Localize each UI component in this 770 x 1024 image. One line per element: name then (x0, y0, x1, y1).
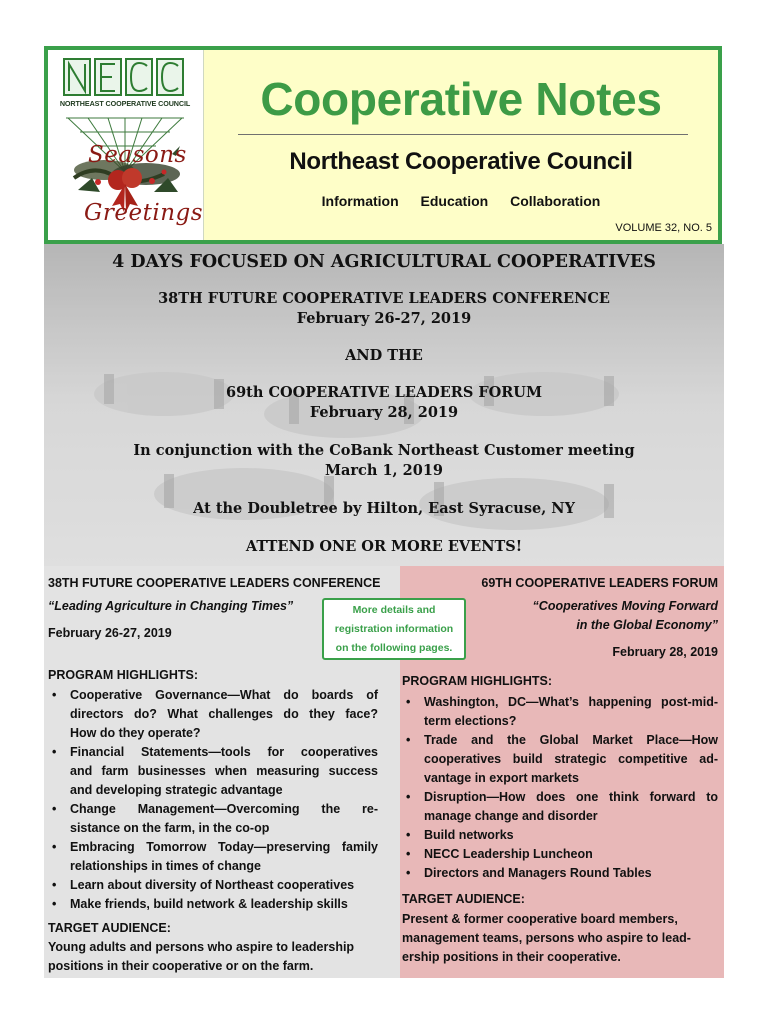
registration-callout[interactable] (322, 598, 466, 660)
highlight-item-continuation (48, 724, 378, 743)
highlight-item (48, 876, 378, 895)
highlight-item-continuation (48, 762, 378, 781)
forum-title: 69TH COOPERATIVE LEADERS FORUM (481, 576, 718, 590)
highlight-item-continuation (402, 750, 718, 769)
bullet-icon: • (52, 802, 57, 816)
highlight-text: Embracing Tomorrow Today—preserving family (70, 840, 378, 854)
title-panel (204, 50, 718, 240)
highlight-text: Financial Statements—tools for cooperatives (70, 745, 378, 759)
tagline-education: Education (420, 193, 489, 209)
tagline-information: Information (321, 193, 399, 209)
conference-audience-label: TARGET AUDIENCE: (48, 921, 171, 935)
highlight-item-continuation (48, 819, 378, 838)
bullet-icon: • (406, 695, 411, 709)
highlight-item-continuation (402, 769, 718, 788)
conference-audience-line2: positions in their cooperative or on the farm. (48, 959, 314, 973)
tagline-collaboration: Collaboration (510, 193, 601, 209)
conference-theme (48, 599, 293, 613)
and-the-text: AND THE (345, 347, 423, 364)
event2-name: 69th COOPERATIVE LEADERS FORUM (225, 384, 543, 401)
events-banner (44, 244, 724, 566)
volume-number: VOLUME 32, NO. 5 (615, 222, 712, 234)
conference-title: 38TH FUTURE COOPERATIVE LEADERS CONFERENCE (48, 576, 381, 590)
bullet-icon: • (406, 790, 411, 804)
forum-highlights-list (402, 693, 718, 883)
bullet-icon: • (406, 733, 411, 747)
highlight-text: How do they operate? (70, 726, 201, 740)
conference-highlights-label: PROGRAM HIGHLIGHTS: (48, 668, 198, 682)
banner-headline: 4 DAYS FOCUSED ON AGRICULTURAL COOPERATIVES (112, 252, 656, 272)
organization-name: Northeast Cooperative Council (289, 148, 633, 175)
highlight-text: relationships in times of change (70, 859, 262, 873)
highlight-text: cooperatives build strategic competitive ad- (424, 752, 718, 766)
highlight-item-continuation (48, 857, 378, 876)
forum-audience-line3: ership positions in their cooperative. (402, 950, 621, 964)
bullet-icon: • (406, 828, 411, 842)
callout-line1: More details and (352, 604, 436, 616)
highlight-item (48, 895, 378, 914)
forum-highlights-label: PROGRAM HIGHLIGHTS: (402, 674, 552, 688)
title-divider (238, 134, 688, 135)
highlight-item-continuation (48, 781, 378, 800)
masthead (44, 46, 722, 244)
forum-audience-line2: management teams, persons who aspire to lead- (402, 931, 691, 945)
highlight-text: directors do? What challenges do they face? (70, 707, 378, 721)
bullet-icon: • (52, 688, 57, 702)
highlight-text: and farm businesses when measuring success (70, 764, 378, 778)
bullet-icon: • (52, 745, 57, 759)
greeting-word-greetings: Greetings (84, 200, 204, 226)
conference-highlights-list (48, 686, 378, 914)
highlight-text: Make friends, build network & leadership skills (70, 897, 348, 911)
bullet-icon: • (406, 866, 411, 880)
highlight-text: and developing strategic advantage (70, 783, 283, 797)
logo-subtitle: NORTHEAST COOPERATIVE COUNCIL (59, 99, 191, 108)
highlight-text: Change Management—Overcoming the re- (70, 802, 378, 816)
highlight-item (402, 826, 718, 845)
highlight-item (48, 743, 378, 762)
call-to-action: ATTEND ONE OR MORE EVENTS! (245, 538, 523, 555)
highlight-text: Learn about diversity of Northeast cooperatives (70, 878, 355, 892)
highlight-text: sistance on the farm, in the co-op (70, 821, 270, 835)
highlight-text: NECC Leadership Luncheon (424, 847, 593, 861)
conference-theme-text: “Leading Agriculture in Changing Times” (48, 599, 294, 613)
conference-audience-line1: Young adults and persons who aspire to leadership (48, 940, 355, 954)
highlight-text: Directors and Managers Round Tables (424, 866, 652, 880)
bullet-icon: • (52, 897, 57, 911)
taglines (204, 193, 718, 209)
callout-line3: on the following pages. (335, 642, 453, 654)
venue-text: At the Doubletree by Hilton, East Syracuse, NY (193, 500, 575, 517)
highlight-item-continuation (402, 807, 718, 826)
highlight-text: Washington, DC—What’s happening post-mid- (424, 695, 718, 709)
highlight-item (48, 686, 378, 705)
necc-logo-icon (60, 56, 190, 98)
highlight-text: Build networks (424, 828, 514, 842)
highlight-item-continuation (402, 712, 718, 731)
highlight-item (402, 845, 718, 864)
highlight-item (48, 800, 378, 819)
highlight-text: vantage in export markets (424, 771, 579, 785)
conjunction-date: March 1, 2019 (324, 462, 444, 479)
greeting-word-seasons: Seasons (88, 142, 187, 168)
bullet-icon: • (52, 840, 57, 854)
forum-theme-line2: in the Global Economy” (576, 618, 718, 632)
highlight-item (402, 788, 718, 807)
highlight-item (402, 693, 718, 712)
forum-theme-line1: “Cooperatives Moving Forward (532, 599, 718, 613)
highlight-item (48, 838, 378, 857)
highlight-text: manage change and disorder (424, 809, 598, 823)
conjunction-text: In conjunction with the CoBank Northeast Customer meeting (133, 442, 635, 459)
highlight-item (402, 731, 718, 750)
bullet-icon: • (406, 847, 411, 861)
event2-date: February 28, 2019 (309, 404, 459, 421)
highlight-item (402, 864, 718, 883)
forum-audience-label: TARGET AUDIENCE: (402, 892, 525, 906)
highlight-text: Cooperative Governance—What do boards of (70, 688, 378, 702)
conference-date: February 26-27, 2019 (48, 626, 172, 640)
bullet-icon: • (52, 878, 57, 892)
logo-panel (48, 50, 204, 240)
highlight-text: Disruption—How does one think forward to (424, 790, 718, 804)
callout-line2: registration information (334, 623, 454, 635)
forum-date: February 28, 2019 (612, 645, 718, 659)
event1-date: February 26-27, 2019 (296, 310, 472, 327)
newsletter-title: Cooperative Notes (260, 73, 662, 125)
highlight-text: Trade and the Global Market Place—How (424, 733, 718, 747)
highlight-text: term elections? (424, 714, 517, 728)
highlight-item-continuation (48, 705, 378, 724)
event1-name: 38TH FUTURE COOPERATIVE LEADERS CONFERENCE (158, 290, 610, 307)
forum-audience-line1: Present & former cooperative board members, (402, 912, 678, 926)
